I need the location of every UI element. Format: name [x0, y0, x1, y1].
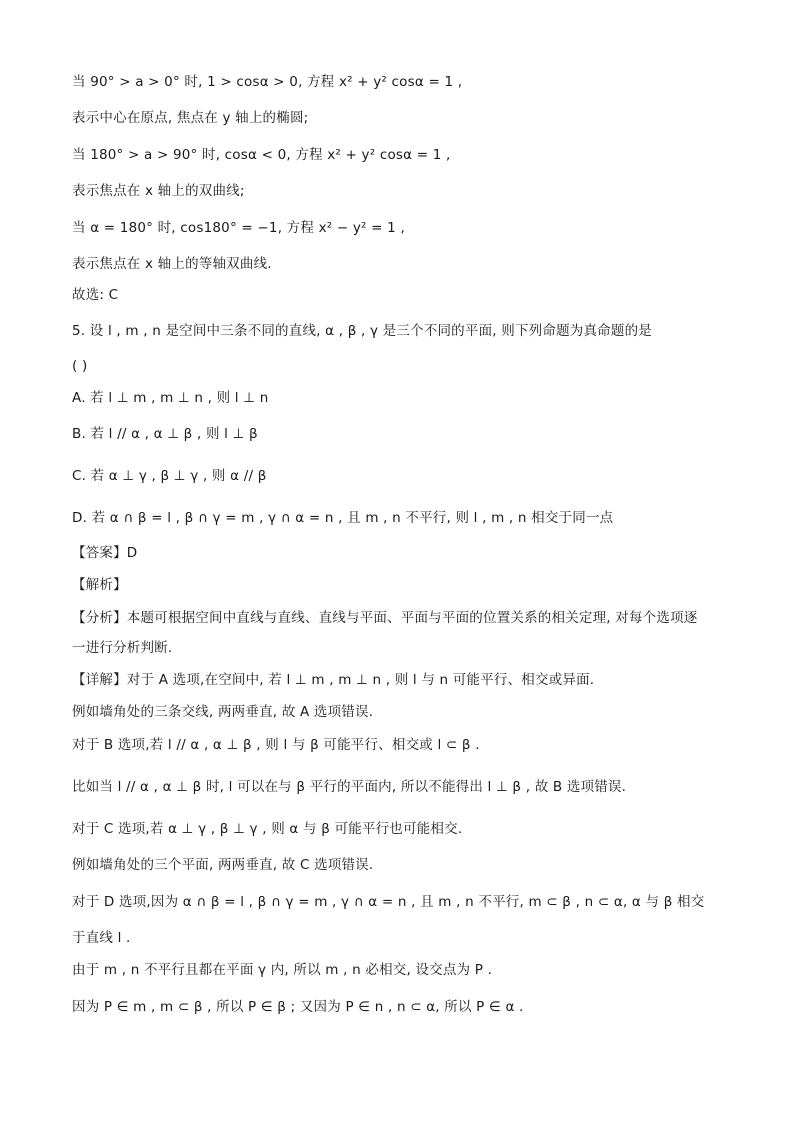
detail-text-6: 例如墙角处的三个平面, 两两垂直, 故 C 选项错误.: [72, 857, 374, 873]
text-line-4: 表示焦点在 x 轴上的双曲线;: [72, 183, 245, 199]
detail-text-4: 比如当 l // α , α ⊥ β 时, l 可以在与 β 平行的平面内, 所以不能得出 l ⊥ β , 故 B 选项错误.: [72, 779, 627, 795]
detail-text-3: 对于 B 选项,若 l // α , α ⊥ β , 则 l 与 β 可能平行、相交或 l ⊂ β .: [72, 737, 480, 753]
detail-text-7: 对于 D 选项,因为 α ∩ β = l , β ∩ γ = m , γ ∩ α = n , 且 m , n 不平行, m ⊂ β , n ⊂ α, α 与 β 相交: [72, 894, 705, 910]
detail-text-9: 由于 m , n 不平行且都在平面 γ 内, 所以 m , n 必相交, 设交点为 P .: [72, 962, 493, 978]
option-b: B. 若 l // α , α ⊥ β , 则 l ⊥ β: [72, 426, 258, 442]
analysis-text-1: 【分析】本题可根据空间中直线与直线、直线与平面、平面与平面的位置关系的相关定理, 对每个选项逐: [72, 610, 698, 626]
text-line-6: 表示焦点在 x 轴上的等轴双曲线.: [72, 256, 272, 272]
question-stem: 5. 设 l , m , n 是空间中三条不同的直线, α , β , γ 是三个不同的平面, 则下列命题为真命题的是: [72, 323, 652, 339]
detail-text-8: 于直线 l .: [72, 930, 131, 946]
detail-text-2: 例如墙角处的三条交线, 两两垂直, 故 A 选项错误.: [72, 704, 374, 720]
option-d: D. 若 α ∩ β = l , β ∩ γ = m , γ ∩ α = n , 且 m , n 不平行, 则 l , m , n 相交于同一点: [72, 510, 614, 526]
option-c: C. 若 α ⊥ γ , β ⊥ γ , 则 α // β: [72, 468, 267, 484]
text-line-1: 当 90° > a > 0° 时, 1 > cosα > 0, 方程 x² + y² cosα = 1 ,: [72, 74, 463, 90]
text-line-7: 故选: C: [72, 287, 119, 303]
detail-text-10: 因为 P ∈ m , m ⊂ β , 所以 P ∈ β ; 又因为 P ∈ n , n ⊂ α, 所以 P ∈ α .: [72, 999, 524, 1015]
text-line-2: 表示中心在原点, 焦点在 y 轴上的椭圆;: [72, 110, 309, 126]
analysis-label: 【解析】: [72, 577, 127, 593]
question-paren: ( ): [72, 358, 88, 374]
text-line-3: 当 180° > a > 90° 时, cosα < 0, 方程 x² + y² cosα = 1 ,: [72, 147, 451, 163]
detail-text-5: 对于 C 选项,若 α ⊥ γ , β ⊥ γ , 则 α 与 β 可能平行也可能相交.: [72, 821, 463, 837]
analysis-text-2: 一进行分析判断.: [72, 640, 173, 656]
option-a: A. 若 l ⊥ m , m ⊥ n , 则 l ⊥ n: [72, 390, 269, 406]
answer-label: 【答案】D: [72, 545, 138, 561]
detail-text-1: 【详解】对于 A 选项,在空间中, 若 l ⊥ m , m ⊥ n , 则 l 与 n 可能平行、相交或异面.: [72, 672, 595, 688]
text-line-5: 当 α = 180° 时, cos180° = −1, 方程 x² − y² = 1 ,: [72, 220, 405, 236]
